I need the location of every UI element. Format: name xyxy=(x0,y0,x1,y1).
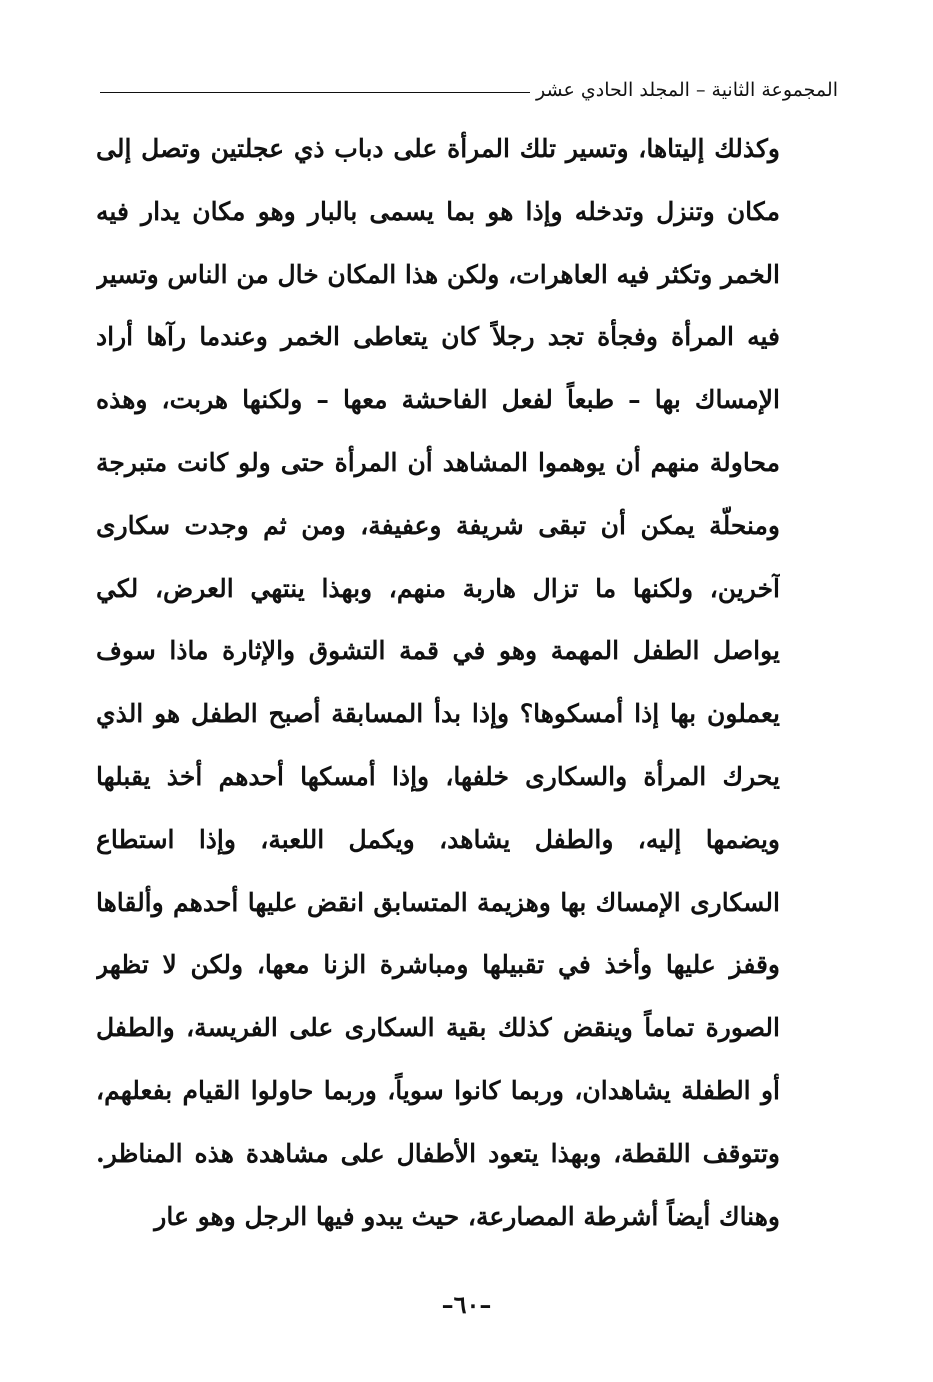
text-line: السكارى الإمساك بها وهزيمة المتسابق انقض عليها أحدهم وألقاها xyxy=(96,887,780,917)
text-line: ومنحلّة يمكن أن تبقى شريفة وعفيفة، ومن ثم وجدت سكارى xyxy=(96,510,780,540)
text-line: وقفز عليها وأخذ في تقبيلها ومباشرة الزنا معها، ولكن لا تظهر xyxy=(96,950,780,980)
text-line: الخمر وتكثر فيه العاهرات، ولكن هذا المكان خال من الناس وتسير xyxy=(96,259,780,289)
page-number: –٦٠– xyxy=(441,1290,492,1319)
text-line: وتتوقف اللقطة، وبهذا يتعود الأطفال على مشاهدة هذه المناظر. xyxy=(96,1138,780,1168)
text-line: أو الطفلة يشاهدان، وربما كانوا سوياً، وربما حاولوا القيام بفعلهم، xyxy=(96,1075,780,1105)
header-title: المجموعة الثانية – المجلد الحادي عشر xyxy=(536,79,838,101)
text-line: يواصل الطفل المهمة وهو في قمة التشوق والإثارة ماذا سوف xyxy=(96,636,780,666)
text-line: وكذلك إليتاها، وتسير تلك المرأة على دباب ذي عجلتين وتصل إلى xyxy=(96,134,780,163)
text-line: ويضمها إليه، والطفل يشاهد، ويكمل اللعبة، وإذا استطاع xyxy=(96,824,780,854)
text-line: آخرين، ولكنها ما تزال هاربة منهم، وبهذا ينتهي العرض، لكي xyxy=(96,573,780,603)
text-line: محاولة منهم أن يوهموا المشاهد أن المرأة حتى ولو كانت متبرجة xyxy=(96,447,780,477)
text-line: الإمساك بها – طبعاً لفعل الفاحشة معها – ولكنها هربت، وهذه xyxy=(96,385,780,415)
text-line: وهناك أيضاً أشرطة المصارعة، حيث يبدو فيها الرجل وهو عار xyxy=(154,1201,780,1231)
text-line: الصورة تماماً وينقض كذلك بقية السكارى على الفريسة، والطفل xyxy=(96,1013,780,1043)
text-line: مكان وتنزل وتدخله وإذا هو بما يسمى بالبار وهو مكان يدار فيه xyxy=(96,196,780,226)
running-header xyxy=(100,64,838,100)
text-line: يعملون بها إذا أمسكوها؟ وإذا بدأ المسابقة أصبح الطفل هو الذي xyxy=(96,699,780,729)
text-line: فيه المرأة وفجأة تجد رجلاً كان يتعاطى الخمر وعندما رآها أراد xyxy=(96,322,780,352)
text-line: يحرك المرأة والسكارى خلفها، وإذا أمسكها أحدهم أخذ يقبلها xyxy=(96,761,780,791)
header-rule xyxy=(100,92,530,93)
body-text xyxy=(96,118,780,1248)
